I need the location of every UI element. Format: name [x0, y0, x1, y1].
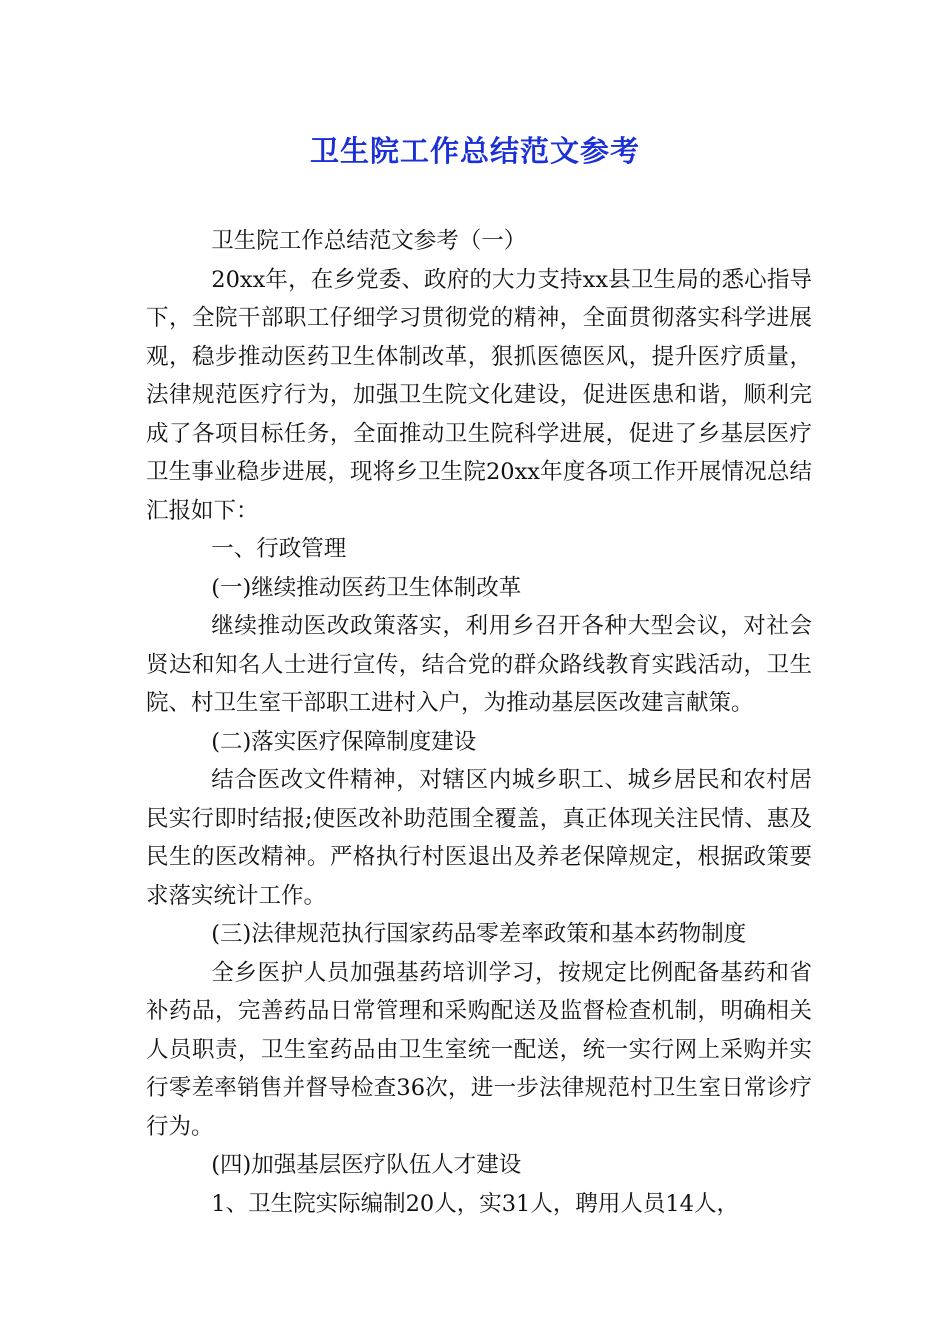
paragraph: 20xx年，在乡党委、政府的大力支持xx县卫生局的悉心指导下，全院干部职工仔细学习贯彻党的精神，全面贯彻落实科学进展观，稳步推动医药卫生体制改革，狠抓医德医风，提升医疗质量，法律规范医疗行为，加强卫生院文化建设，促进医患和谐，顺利完成了各项目标任务，全面推动卫生院科学进展，促进了乡基层医疗卫生事业稳步进展，现将乡卫生院20xx年度各项工作开展情况总结汇报如下：: [146, 266, 812, 524]
document-body: [146, 222, 812, 1223]
subsection-heading: (一)继续推动医药卫生体制改革: [211, 574, 522, 601]
subsection-heading: (二)落实医疗保障制度建设: [211, 728, 477, 755]
paragraph-heading: 卫生院工作总结范文参考（一）: [211, 228, 527, 254]
subsection-heading: (四)加强基层医疗队伍人才建设: [211, 1152, 522, 1178]
paragraph: 1、卫生院实际编制20人，实31人，聘用人员14人，: [211, 1190, 739, 1217]
subsection-heading: (三)法律规范执行国家药品零差率政策和基本药物制度: [211, 921, 747, 947]
paragraph: 全乡医护人员加强基药培训学习，按规定比例配备基药和省补药品，完善药品日常管理和采购配送及监督检查机制，明确相关人员职责，卫生室药品由卫生室统一配送，统一实行网上采购并实行零差率销售并督导检查36次，进一步法律规范村卫生室日常诊疗行为。: [146, 959, 812, 1140]
document-title: 卫生院工作总结范文参考: [309, 134, 640, 168]
paragraph: 结合医改文件精神，对辖区内城乡职工、城乡居民和农村居民实行即时结报;使医改补助范围全覆盖，真正体现关注民情、惠及民生的医改精神。严格执行村医退出及养老保障规定，根据政策要求落实统计工作。: [146, 767, 812, 909]
paragraph: 继续推动医改政策落实，利用乡召开各种大型会议，对社会贤达和知名人士进行宣传，结合党的群众路线教育实践活动，卫生院、村卫生室干部职工进村入户，为推动基层医改建言献策。: [146, 613, 812, 716]
section-heading: 一、行政管理: [211, 536, 347, 562]
